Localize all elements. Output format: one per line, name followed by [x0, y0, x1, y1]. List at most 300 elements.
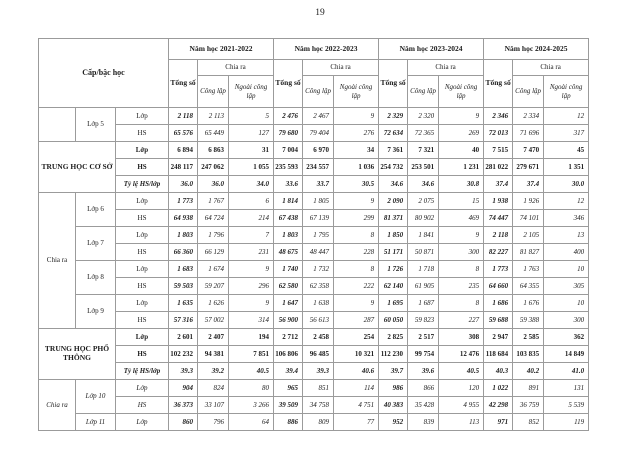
value-cell: 2 320 [408, 108, 439, 125]
value-cell: 62 140 [379, 278, 408, 295]
value-cell: 796 [198, 414, 229, 431]
value-cell: 254 [334, 329, 379, 346]
value-cell: 904 [169, 380, 198, 397]
value-cell: 64 355 [513, 278, 544, 295]
cong-lap-header: Công lập [198, 76, 229, 108]
value-cell: 235 593 [274, 159, 303, 176]
value-cell: 41.0 [544, 363, 589, 380]
value-cell: 77 [334, 414, 379, 431]
row-type-label: Lớp [116, 142, 169, 159]
value-cell: 120 [439, 380, 484, 397]
value-cell: 1 938 [484, 193, 513, 210]
value-cell: 61 905 [408, 278, 439, 295]
table-row [39, 414, 589, 431]
value-cell: 72 013 [484, 125, 513, 142]
value-cell: 12 [544, 193, 589, 210]
table-row [39, 261, 589, 278]
row-type-label: HS [116, 125, 169, 142]
cong-lap-header: Công lập [513, 76, 544, 108]
value-cell: 80 [229, 380, 274, 397]
value-cell: 2 407 [198, 329, 229, 346]
value-cell: 39.6 [408, 363, 439, 380]
value-cell: 62 580 [274, 278, 303, 295]
value-cell: 81 827 [513, 244, 544, 261]
value-cell: 1 773 [169, 193, 198, 210]
table-row [39, 295, 589, 312]
value-cell: 113 [439, 414, 484, 431]
value-cell: 112 230 [379, 346, 408, 363]
value-cell: 2 712 [274, 329, 303, 346]
value-cell: 50 871 [408, 244, 439, 261]
table-row [39, 312, 589, 329]
value-cell: 31 [229, 142, 274, 159]
value-cell: 1 638 [303, 295, 334, 312]
value-cell: 67 438 [274, 210, 303, 227]
value-cell: 67 139 [303, 210, 334, 227]
value-cell: 66 360 [169, 244, 198, 261]
table-row [39, 278, 589, 295]
year-header-2024-2025: Năm học 2024-2025 [484, 39, 589, 60]
value-cell: 1 726 [379, 261, 408, 278]
value-cell: 62 358 [303, 278, 334, 295]
value-cell: 6 894 [169, 142, 198, 159]
value-cell: 64 938 [169, 210, 198, 227]
row-type-label: HS [116, 244, 169, 261]
value-cell: 299 [334, 210, 379, 227]
table-row [39, 159, 589, 176]
value-cell: 8 [334, 261, 379, 278]
table-row [39, 125, 589, 142]
value-cell: 3 266 [229, 397, 274, 414]
value-cell: 74 101 [513, 210, 544, 227]
row-type-label: Tỷ lệ HS/lớp [116, 176, 169, 193]
value-cell: 127 [229, 125, 274, 142]
value-cell: 36.0 [169, 176, 198, 193]
year-header-2023-2024: Năm học 2023-2024 [379, 39, 484, 60]
value-cell: 886 [274, 414, 303, 431]
value-cell: 34.6 [408, 176, 439, 193]
value-cell: 1 732 [303, 261, 334, 278]
value-cell: 34.0 [229, 176, 274, 193]
value-cell: 40 383 [379, 397, 408, 414]
value-cell: 300 [544, 312, 589, 329]
value-cell: 965 [274, 380, 303, 397]
row-type-label: Lớp [116, 380, 169, 397]
value-cell: 56 900 [274, 312, 303, 329]
value-cell: 2 947 [484, 329, 513, 346]
value-cell: 2 105 [513, 227, 544, 244]
value-cell: 222 [334, 278, 379, 295]
row-group-label: Lớp 11 [76, 414, 116, 431]
value-cell: 64 724 [198, 210, 229, 227]
value-cell: 7 361 [379, 142, 408, 159]
value-cell: 64 660 [484, 278, 513, 295]
value-cell: 2 825 [379, 329, 408, 346]
value-cell: 254 732 [379, 159, 408, 176]
row-group-label: Chia ra [39, 380, 76, 431]
value-cell: 37.4 [484, 176, 513, 193]
table-row [39, 142, 589, 159]
value-cell: 99 754 [408, 346, 439, 363]
value-cell: 9 [229, 261, 274, 278]
value-cell: 1 841 [408, 227, 439, 244]
value-cell: 39.4 [274, 363, 303, 380]
value-cell: 48 675 [274, 244, 303, 261]
value-cell: 33.6 [274, 176, 303, 193]
value-cell: 39.3 [169, 363, 198, 380]
table-row [39, 176, 589, 193]
value-cell: 106 806 [274, 346, 303, 363]
value-cell: 1 626 [198, 295, 229, 312]
value-cell: 1 647 [274, 295, 303, 312]
value-cell: 9 [334, 193, 379, 210]
value-cell: 231 [229, 244, 274, 261]
chia-ra-header: Chia ra [408, 60, 484, 76]
value-cell: 253 501 [408, 159, 439, 176]
value-cell: 1 055 [229, 159, 274, 176]
row-group-label: TRUNG HỌC CƠ SỞ [39, 142, 116, 193]
table-row [39, 193, 589, 210]
value-cell: 56 613 [303, 312, 334, 329]
value-cell: 42 298 [484, 397, 513, 414]
value-cell: 57 002 [198, 312, 229, 329]
total-header: Tổng số [169, 60, 198, 108]
value-cell: 40.5 [439, 363, 484, 380]
value-cell: 96 485 [303, 346, 334, 363]
value-cell: 5 539 [544, 397, 589, 414]
value-cell: 952 [379, 414, 408, 431]
value-cell: 235 [439, 278, 484, 295]
year-header-2021-2022: Năm học 2021-2022 [169, 39, 274, 60]
value-cell: 300 [439, 244, 484, 261]
value-cell: 1 036 [334, 159, 379, 176]
value-cell: 1 803 [169, 227, 198, 244]
value-cell: 65 576 [169, 125, 198, 142]
ngoai-cong-lap-header: Ngoài công lập [544, 76, 589, 108]
row-type-label: Lớp [116, 329, 169, 346]
value-cell: 234 557 [303, 159, 334, 176]
value-cell: 35 428 [408, 397, 439, 414]
value-cell: 986 [379, 380, 408, 397]
value-cell: 51 171 [379, 244, 408, 261]
value-cell: 314 [229, 312, 274, 329]
row-group-label [39, 108, 76, 142]
value-cell: 276 [334, 125, 379, 142]
value-cell: 228 [334, 244, 379, 261]
value-cell: 1 687 [408, 295, 439, 312]
table-row [39, 346, 589, 363]
value-cell: 8 [439, 261, 484, 278]
row-group-label: Lớp 10 [76, 380, 116, 414]
value-cell: 39.3 [303, 363, 334, 380]
value-cell: 118 684 [484, 346, 513, 363]
value-cell: 9 [439, 108, 484, 125]
value-cell: 10 [544, 261, 589, 278]
row-group-label: Lớp 7 [76, 227, 116, 261]
ngoai-cong-lap-header: Ngoài công lập [439, 76, 484, 108]
value-cell: 824 [198, 380, 229, 397]
row-type-label: HS [116, 346, 169, 363]
value-cell: 1 926 [513, 193, 544, 210]
year-header-2022-2023: Năm học 2022-2023 [274, 39, 379, 60]
cong-lap-header: Công lập [303, 76, 334, 108]
chia-ra-header: Chia ra [513, 60, 589, 76]
value-cell: 60 050 [379, 312, 408, 329]
value-cell: 34 758 [303, 397, 334, 414]
value-cell: 1 718 [408, 261, 439, 278]
value-cell: 36.0 [198, 176, 229, 193]
value-cell: 1 767 [198, 193, 229, 210]
value-cell: 40 [439, 142, 484, 159]
value-cell: 66 129 [198, 244, 229, 261]
value-cell: 866 [408, 380, 439, 397]
value-cell: 5 [229, 108, 274, 125]
table-row [39, 227, 589, 244]
value-cell: 34.6 [379, 176, 408, 193]
value-cell: 2 458 [303, 329, 334, 346]
value-cell: 1 773 [484, 261, 513, 278]
value-cell: 2 329 [379, 108, 408, 125]
total-header: Tổng số [379, 60, 408, 108]
table-row [39, 363, 589, 380]
value-cell: 852 [513, 414, 544, 431]
value-cell: 40.3 [484, 363, 513, 380]
value-cell: 80 902 [408, 210, 439, 227]
total-header: Tổng số [484, 60, 513, 108]
row-type-label: HS [116, 397, 169, 414]
value-cell: 4 955 [439, 397, 484, 414]
value-cell: 971 [484, 414, 513, 431]
value-cell: 7 515 [484, 142, 513, 159]
value-cell: 8 [334, 227, 379, 244]
chia-ra-header: Chia ra [198, 60, 274, 76]
value-cell: 45 [544, 142, 589, 159]
total-header: Tổng số [274, 60, 303, 108]
value-cell: 114 [334, 380, 379, 397]
value-cell: 1 674 [198, 261, 229, 278]
value-cell: 1 686 [484, 295, 513, 312]
value-cell: 860 [169, 414, 198, 431]
value-cell: 296 [229, 278, 274, 295]
value-cell: 59 207 [198, 278, 229, 295]
value-cell: 1 814 [274, 193, 303, 210]
value-cell: 279 671 [513, 159, 544, 176]
value-cell: 39.7 [379, 363, 408, 380]
value-cell: 40.5 [229, 363, 274, 380]
row-group-label: Lớp 6 [76, 193, 116, 227]
value-cell: 9 [334, 295, 379, 312]
value-cell: 37.4 [513, 176, 544, 193]
value-cell: 2 334 [513, 108, 544, 125]
value-cell: 33 107 [198, 397, 229, 414]
value-cell: 10 321 [334, 346, 379, 363]
value-cell: 7 851 [229, 346, 274, 363]
value-cell: 1 695 [379, 295, 408, 312]
value-cell: 269 [439, 125, 484, 142]
value-cell: 10 [544, 295, 589, 312]
value-cell: 362 [544, 329, 589, 346]
value-cell: 9 [229, 295, 274, 312]
value-cell: 248 117 [169, 159, 198, 176]
table-row [39, 244, 589, 261]
value-cell: 59 388 [513, 312, 544, 329]
value-cell: 103 835 [513, 346, 544, 363]
value-cell: 1 635 [169, 295, 198, 312]
value-cell: 2 467 [303, 108, 334, 125]
value-cell: 851 [303, 380, 334, 397]
value-cell: 4 751 [334, 397, 379, 414]
value-cell: 1 805 [303, 193, 334, 210]
value-cell: 34 [334, 142, 379, 159]
value-cell: 1 803 [274, 227, 303, 244]
value-cell: 400 [544, 244, 589, 261]
value-cell: 36 759 [513, 397, 544, 414]
value-cell: 214 [229, 210, 274, 227]
value-cell: 94 381 [198, 346, 229, 363]
value-cell: 72 634 [379, 125, 408, 142]
row-type-label: HS [116, 159, 169, 176]
value-cell: 81 371 [379, 210, 408, 227]
row-group-label: TRUNG HỌC PHỔ THÔNG [39, 329, 116, 380]
value-cell: 1 683 [169, 261, 198, 278]
value-cell: 12 476 [439, 346, 484, 363]
value-cell: 12 [544, 108, 589, 125]
value-cell: 281 022 [484, 159, 513, 176]
value-cell: 2 075 [408, 193, 439, 210]
value-cell: 57 316 [169, 312, 198, 329]
value-cell: 8 [439, 295, 484, 312]
value-cell: 71 696 [513, 125, 544, 142]
value-cell: 308 [439, 329, 484, 346]
row-group-label: Chia ra [39, 193, 76, 329]
value-cell: 48 447 [303, 244, 334, 261]
value-cell: 1 763 [513, 261, 544, 278]
value-cell: 9 [334, 108, 379, 125]
value-cell: 469 [439, 210, 484, 227]
value-cell: 287 [334, 312, 379, 329]
value-cell: 119 [544, 414, 589, 431]
row-type-label: Lớp [116, 193, 169, 210]
chia-ra-header: Chia ra [303, 60, 379, 76]
value-cell: 79 404 [303, 125, 334, 142]
value-cell: 809 [303, 414, 334, 431]
value-cell: 39 509 [274, 397, 303, 414]
value-cell: 1 795 [303, 227, 334, 244]
page-number: 19 [315, 8, 325, 18]
value-cell: 2 090 [379, 193, 408, 210]
row-group-label: Lớp 5 [76, 108, 116, 142]
row-type-label: HS [116, 278, 169, 295]
value-cell: 40.2 [513, 363, 544, 380]
value-cell: 2 476 [274, 108, 303, 125]
value-cell: 346 [544, 210, 589, 227]
row-type-label: Lớp [116, 108, 169, 125]
value-cell: 6 970 [303, 142, 334, 159]
value-cell: 30.0 [544, 176, 589, 193]
value-cell: 30.8 [439, 176, 484, 193]
value-cell: 317 [544, 125, 589, 142]
value-cell: 74 447 [484, 210, 513, 227]
value-cell: 79 680 [274, 125, 303, 142]
value-cell: 39.2 [198, 363, 229, 380]
value-cell: 194 [229, 329, 274, 346]
value-cell: 59 823 [408, 312, 439, 329]
value-cell: 1 740 [274, 261, 303, 278]
row-type-label: Lớp [116, 227, 169, 244]
value-cell: 36 373 [169, 397, 198, 414]
value-cell: 1 351 [544, 159, 589, 176]
education-statistics-table [38, 38, 589, 431]
value-cell: 65 449 [198, 125, 229, 142]
value-cell: 1 676 [513, 295, 544, 312]
value-cell: 247 062 [198, 159, 229, 176]
table-row [39, 108, 589, 125]
value-cell: 6 863 [198, 142, 229, 159]
value-cell: 9 [439, 227, 484, 244]
value-cell: 6 [229, 193, 274, 210]
value-cell: 2 113 [198, 108, 229, 125]
value-cell: 40.6 [334, 363, 379, 380]
value-cell: 13 [544, 227, 589, 244]
value-cell: 72 365 [408, 125, 439, 142]
row-group-label: Lớp 9 [76, 295, 116, 329]
value-cell: 2 517 [408, 329, 439, 346]
table-body [39, 108, 589, 431]
value-cell: 2 346 [484, 108, 513, 125]
value-cell: 1 796 [198, 227, 229, 244]
value-cell: 2 585 [513, 329, 544, 346]
value-cell: 1 231 [439, 159, 484, 176]
cong-lap-header: Công lập [408, 76, 439, 108]
value-cell: 14 849 [544, 346, 589, 363]
table-row [39, 380, 589, 397]
value-cell: 2 118 [484, 227, 513, 244]
value-cell: 102 232 [169, 346, 198, 363]
value-cell: 59 503 [169, 278, 198, 295]
value-cell: 2 118 [169, 108, 198, 125]
row-type-label: Lớp [116, 261, 169, 278]
value-cell: 305 [544, 278, 589, 295]
row-type-label: HS [116, 312, 169, 329]
value-cell: 64 [229, 414, 274, 431]
value-cell: 82 227 [484, 244, 513, 261]
value-cell: 2 601 [169, 329, 198, 346]
value-cell: 227 [439, 312, 484, 329]
table-header [39, 39, 589, 108]
table-row [39, 329, 589, 346]
row-type-label: Lớp [116, 414, 169, 431]
table-row [39, 397, 589, 414]
value-cell: 59 688 [484, 312, 513, 329]
ngoai-cong-lap-header: Ngoài công lập [334, 76, 379, 108]
table-row [39, 210, 589, 227]
row-type-label: Lớp [116, 295, 169, 312]
value-cell: 30.5 [334, 176, 379, 193]
value-cell: 7 321 [408, 142, 439, 159]
value-cell: 7 470 [513, 142, 544, 159]
row-type-label: Tỷ lệ HS/lớp [116, 363, 169, 380]
value-cell: 839 [408, 414, 439, 431]
value-cell: 15 [439, 193, 484, 210]
value-cell: 7 [229, 227, 274, 244]
ngoai-cong-lap-header: Ngoài công lập [229, 76, 274, 108]
value-cell: 1 022 [484, 380, 513, 397]
value-cell: 1 850 [379, 227, 408, 244]
value-cell: 131 [544, 380, 589, 397]
row-group-label: Lớp 8 [76, 261, 116, 295]
value-cell: 891 [513, 380, 544, 397]
row-type-label: HS [116, 210, 169, 227]
